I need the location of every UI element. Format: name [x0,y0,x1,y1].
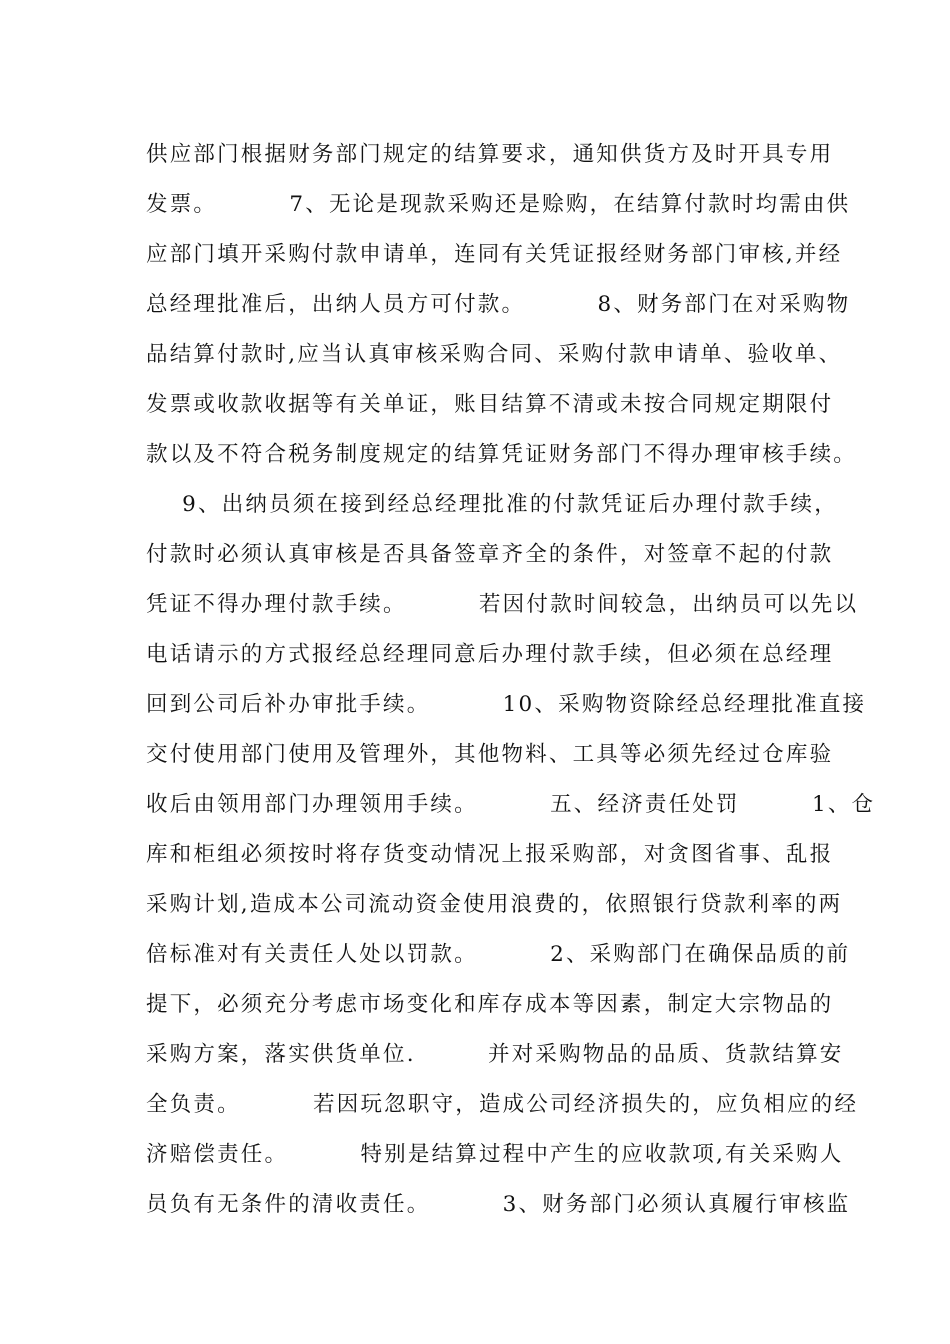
text-line: 款以及不符合税务制度规定的结算凭证财务部门不得办理审核手续。 [146,442,858,467]
text-line: 员负有无条件的清收责任。 3、财务部门必须认真履行审核监 [146,1192,851,1217]
text-line: 采购方案，落实供货单位. 并对采购物品的品质、货款结算安 [146,1042,844,1067]
text-line: 全负责。 若因玩忽职守，造成公司经济损失的，应负相应的经 [146,1092,859,1117]
text-line: 库和柜组必须按时将存货变动情况上报采购部，对贪图省事、乱报 [146,842,834,867]
text-line: 发票或收款收据等有关单证，账目结算不清或未按合同规定期限付 [146,392,834,417]
text-line: 采购计划,造成本公司流动资金使用浪费的，依照银行贷款利率的两 [146,892,843,917]
text-line: 凭证不得办理付款手续。 若因付款时间较急，出纳员可以先以 [146,592,859,617]
text-line: 供应部门根据财务部门规定的结算要求，通知供货方及时开具专用 [146,142,834,167]
text-line: 提下，必须充分考虑市场变化和库存成本等因素，制定大宗物品的 [146,992,834,1017]
text-line: 收后由领用部门办理领用手续。 五、经济责任处罚 1、仓 [146,792,876,817]
text-line: 付款时必须认真审核是否具备签章齐全的条件，对签章不起的付款 [146,542,834,567]
text-line: 交付使用部门使用及管理外，其他物料、工具等必须先经过仓库验 [146,742,834,767]
text-line: 倍标准对有关责任人处以罚款。 2、采购部门在确保品质的前 [146,942,851,967]
text-line: 品结算付款时,应当认真审核采购合同、采购付款申请单、验收单、 [146,342,843,367]
text-line: 应部门填开采购付款申请单，连同有关凭证报经财务部门审核,并经 [146,242,843,267]
text-line: 9、出纳员须在接到经总经理批准的付款凭证后办理付款手续， [146,492,838,517]
text-line: 济赔偿责任。 特别是结算过程中产生的应收款项,有关采购人 [146,1142,844,1167]
text-line: 发票。 7、无论是现款采购还是赊购，在结算付款时均需由供 [146,192,851,217]
text-line: 总经理批准后，出纳人员方可付款。 8、财务部门在对采购物 [146,292,851,317]
text-line: 回到公司后补办审批手续。 10、采购物资除经总经理批准直接 [146,692,867,717]
body-text [146,130,876,1230]
text-line: 电话请示的方式报经总经理同意后办理付款手续，但必须在总经理 [146,642,834,667]
